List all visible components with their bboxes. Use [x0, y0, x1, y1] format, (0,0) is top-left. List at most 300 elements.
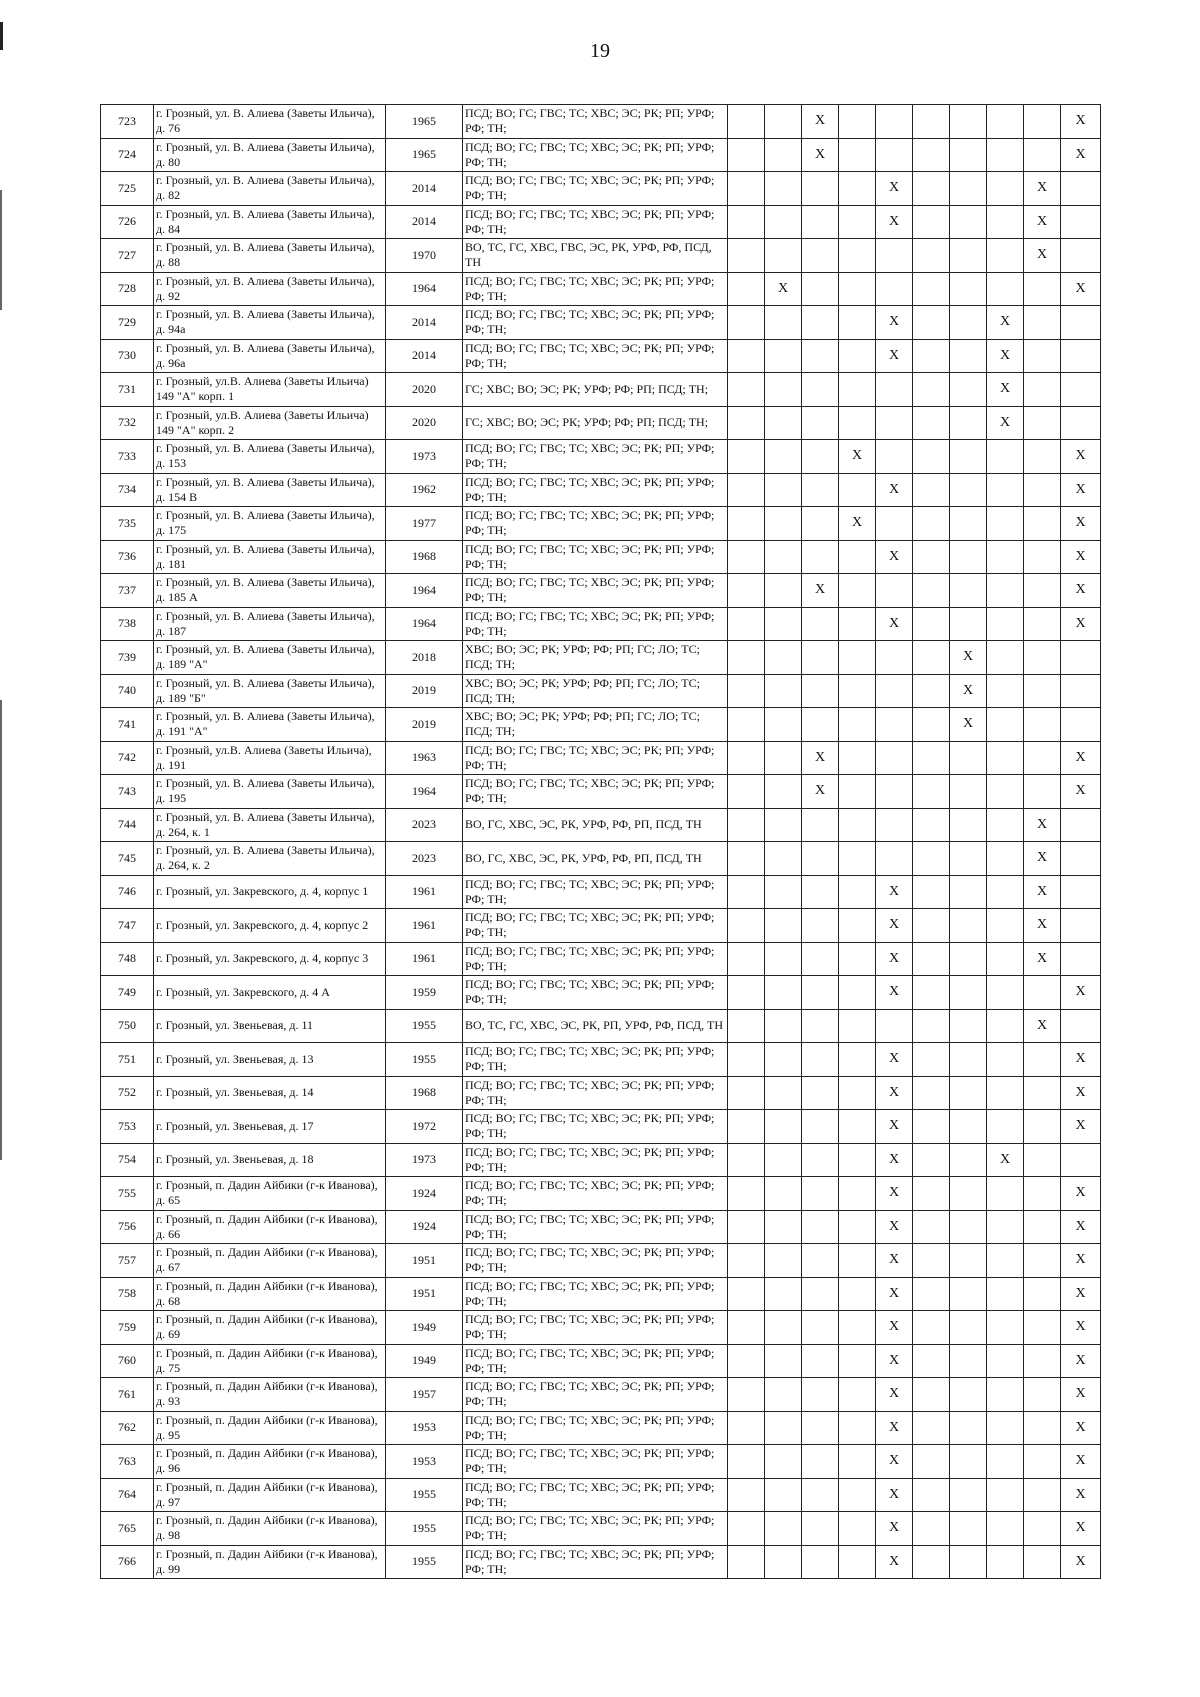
row-address: г. Грозный, ул. В. Алиева (Заветы Ильича), д. 96а [154, 339, 386, 373]
row-mark-cell [802, 875, 839, 909]
row-mark-cell [913, 172, 950, 206]
row-mark-cell [950, 1445, 987, 1479]
row-mark-cell [728, 440, 765, 474]
row-works: ПСД; ВО; ГС; ГВС; ТС; ХВС; ЭС; РК; РП; УРФ; РФ; ТН; [463, 1545, 728, 1579]
row-mark-cell [950, 909, 987, 943]
row-mark-cell [728, 540, 765, 574]
row-mark-cell [765, 842, 802, 876]
row-mark-cell: X [1024, 205, 1061, 239]
row-mark-cell [913, 808, 950, 842]
row-mark-cell [728, 1311, 765, 1345]
row-mark-cell: X [876, 1076, 913, 1110]
row-mark-cell [987, 1344, 1024, 1378]
row-mark-cell [728, 138, 765, 172]
row-mark-cell [765, 1143, 802, 1177]
row-mark-cell [765, 205, 802, 239]
row-mark-cell [1024, 373, 1061, 407]
row-address: г. Грозный, ул. Закревского, д. 4, корпус 2 [154, 909, 386, 943]
row-mark-cell [1024, 339, 1061, 373]
row-mark-cell [987, 473, 1024, 507]
row-mark-cell: X [1061, 540, 1101, 574]
row-mark-cell [802, 440, 839, 474]
row-mark-cell: X [1061, 1411, 1101, 1445]
row-mark-cell [1024, 976, 1061, 1010]
row-year: 1957 [386, 1378, 463, 1412]
row-mark-cell [765, 641, 802, 675]
row-mark-cell [876, 373, 913, 407]
table-row [101, 1244, 1101, 1278]
row-number: 747 [101, 909, 154, 943]
row-mark-cell [1024, 272, 1061, 306]
row-mark-cell [839, 1009, 876, 1043]
row-mark-cell: X [1061, 1545, 1101, 1579]
row-mark-cell [839, 1411, 876, 1445]
row-mark-cell: X [1061, 1076, 1101, 1110]
row-mark-cell [765, 440, 802, 474]
row-mark-cell [987, 1478, 1024, 1512]
row-address: г. Грозный, п. Дадин Айбики (г-к Иванова), д. 66 [154, 1210, 386, 1244]
table-row [101, 1210, 1101, 1244]
row-mark-cell: X [802, 741, 839, 775]
row-works: ПСД; ВО; ГС; ГВС; ТС; ХВС; ЭС; РК; РП; УРФ; РФ; ТН; [463, 942, 728, 976]
row-mark-cell: X [876, 1244, 913, 1278]
row-mark-cell [839, 875, 876, 909]
row-year: 1962 [386, 473, 463, 507]
row-mark-cell [839, 1445, 876, 1479]
table-row [101, 1043, 1101, 1077]
table-row [101, 1512, 1101, 1546]
row-mark-cell: X [1061, 1344, 1101, 1378]
row-mark-cell [950, 1478, 987, 1512]
row-address: г. Грозный, ул. В. Алиева (Заветы Ильича), д. 181 [154, 540, 386, 574]
row-number: 766 [101, 1545, 154, 1579]
table-row [101, 406, 1101, 440]
row-mark-cell [765, 607, 802, 641]
row-address: г. Грозный, ул. Звеньевая, д. 14 [154, 1076, 386, 1110]
row-mark-cell: X [876, 172, 913, 206]
row-number: 725 [101, 172, 154, 206]
row-address: г. Грозный, ул. В. Алиева (Заветы Ильича), д. 191 "А" [154, 708, 386, 742]
row-mark-cell [765, 808, 802, 842]
row-mark-cell [765, 105, 802, 139]
row-mark-cell [728, 942, 765, 976]
row-mark-cell: X [876, 909, 913, 943]
table-row [101, 272, 1101, 306]
row-mark-cell [1024, 1378, 1061, 1412]
row-mark-cell [913, 574, 950, 608]
row-mark-cell [802, 1110, 839, 1144]
row-year: 1955 [386, 1009, 463, 1043]
row-mark-cell [913, 507, 950, 541]
row-address: г. Грозный, ул. В. Алиева (Заветы Ильича), д. 88 [154, 239, 386, 273]
row-mark-cell: X [1024, 808, 1061, 842]
row-works: ПСД; ВО; ГС; ГВС; ТС; ХВС; ЭС; РК; РП; УРФ; РФ; ТН; [463, 1143, 728, 1177]
row-year: 1959 [386, 976, 463, 1010]
row-number: 724 [101, 138, 154, 172]
row-mark-cell: X [987, 1143, 1024, 1177]
row-mark-cell [950, 406, 987, 440]
row-works: ПСД; ВО; ГС; ГВС; ТС; ХВС; ЭС; РК; РП; УРФ; РФ; ТН; [463, 138, 728, 172]
row-mark-cell [913, 272, 950, 306]
row-mark-cell [765, 708, 802, 742]
row-mark-cell [1061, 909, 1101, 943]
row-address: г. Грозный, ул. Звеньевая, д. 18 [154, 1143, 386, 1177]
row-mark-cell [876, 440, 913, 474]
row-mark-cell [913, 842, 950, 876]
row-address: г. Грозный, ул. В. Алиева (Заветы Ильича), д. 80 [154, 138, 386, 172]
row-mark-cell [839, 1210, 876, 1244]
row-year: 1965 [386, 138, 463, 172]
page-number: 19 [590, 40, 610, 62]
row-mark-cell [728, 708, 765, 742]
table-row [101, 373, 1101, 407]
table-row [101, 976, 1101, 1010]
row-mark-cell [950, 1143, 987, 1177]
row-year: 2020 [386, 406, 463, 440]
row-mark-cell [987, 540, 1024, 574]
row-works: ПСД; ВО; ГС; ГВС; ТС; ХВС; ЭС; РК; РП; УРФ; РФ; ТН; [463, 775, 728, 809]
row-mark-cell [839, 306, 876, 340]
row-year: 1965 [386, 105, 463, 139]
row-mark-cell [728, 909, 765, 943]
row-mark-cell [987, 976, 1024, 1010]
row-works: ПСД; ВО; ГС; ГВС; ТС; ХВС; ЭС; РК; РП; УРФ; РФ; ТН; [463, 741, 728, 775]
row-mark-cell [802, 473, 839, 507]
table-row [101, 205, 1101, 239]
row-mark-cell [1024, 1277, 1061, 1311]
row-year: 1961 [386, 875, 463, 909]
table-row [101, 708, 1101, 742]
row-address: г. Грозный, ул. В. Алиева (Заветы Ильича), д. 76 [154, 105, 386, 139]
row-mark-cell [950, 373, 987, 407]
row-address: г. Грозный, ул.В. Алиева (Заветы Ильича), д. 191 [154, 741, 386, 775]
row-mark-cell [913, 440, 950, 474]
row-mark-cell [839, 1076, 876, 1110]
table-row [101, 875, 1101, 909]
row-mark-cell [839, 909, 876, 943]
row-mark-cell [913, 138, 950, 172]
row-mark-cell [1061, 808, 1101, 842]
row-year: 2014 [386, 172, 463, 206]
row-number: 751 [101, 1043, 154, 1077]
row-mark-cell [913, 976, 950, 1010]
row-works: ПСД; ВО; ГС; ГВС; ТС; ХВС; ЭС; РК; РП; УРФ; РФ; ТН; [463, 339, 728, 373]
row-mark-cell [728, 1043, 765, 1077]
row-mark-cell [765, 1378, 802, 1412]
row-mark-cell [950, 138, 987, 172]
row-mark-cell [802, 976, 839, 1010]
row-mark-cell: X [1024, 172, 1061, 206]
row-mark-cell [913, 1378, 950, 1412]
row-works: ПСД; ВО; ГС; ГВС; ТС; ХВС; ЭС; РК; РП; УРФ; РФ; ТН; [463, 540, 728, 574]
row-mark-cell [728, 1344, 765, 1378]
row-mark-cell [728, 1210, 765, 1244]
row-mark-cell [765, 1043, 802, 1077]
row-mark-cell [1061, 942, 1101, 976]
row-mark-cell [839, 1311, 876, 1345]
row-mark-cell [839, 1378, 876, 1412]
row-address: г. Грозный, п. Дадин Айбики (г-к Иванова), д. 95 [154, 1411, 386, 1445]
row-year: 2014 [386, 306, 463, 340]
row-mark-cell [802, 607, 839, 641]
row-mark-cell [765, 741, 802, 775]
row-mark-cell: X [876, 1210, 913, 1244]
table-row [101, 473, 1101, 507]
table-row [101, 1143, 1101, 1177]
row-mark-cell [728, 1110, 765, 1144]
row-mark-cell [913, 1009, 950, 1043]
row-address: г. Грозный, ул. Закревского, д. 4, корпус 1 [154, 875, 386, 909]
row-mark-cell [765, 1311, 802, 1345]
row-number: 723 [101, 105, 154, 139]
row-mark-cell [950, 1009, 987, 1043]
row-address: г. Грозный, ул. В. Алиева (Заветы Ильича), д. 175 [154, 507, 386, 541]
row-mark-cell [913, 1344, 950, 1378]
row-mark-cell [839, 607, 876, 641]
row-mark-cell [839, 1244, 876, 1278]
row-number: 745 [101, 842, 154, 876]
row-mark-cell [802, 808, 839, 842]
row-mark-cell: X [1024, 909, 1061, 943]
row-works: ВО, ТС, ГС, ХВС, ЭС, РК, РП, УРФ, РФ, ПСД, ТН [463, 1009, 728, 1043]
row-number: 744 [101, 808, 154, 842]
row-mark-cell: X [876, 1110, 913, 1144]
row-mark-cell [913, 1143, 950, 1177]
row-mark-cell [728, 1478, 765, 1512]
row-mark-cell [728, 808, 765, 842]
row-mark-cell [765, 976, 802, 1010]
row-address: г. Грозный, ул. Звеньевая, д. 11 [154, 1009, 386, 1043]
row-address: г. Грозный, п. Дадин Айбики (г-к Иванова), д. 96 [154, 1445, 386, 1479]
row-mark-cell [1024, 1244, 1061, 1278]
row-year: 1972 [386, 1110, 463, 1144]
row-mark-cell [913, 909, 950, 943]
row-mark-cell: X [1061, 1311, 1101, 1345]
row-number: 743 [101, 775, 154, 809]
table-row [101, 339, 1101, 373]
row-mark-cell: X [876, 1311, 913, 1345]
row-works: ПСД; ВО; ГС; ГВС; ТС; ХВС; ЭС; РК; РП; УРФ; РФ; ТН; [463, 909, 728, 943]
row-mark-cell [876, 406, 913, 440]
row-mark-cell [950, 1110, 987, 1144]
row-mark-cell [728, 105, 765, 139]
row-mark-cell [987, 1244, 1024, 1278]
row-address: г. Грозный, ул. В. Алиева (Заветы Ильича), д. 154 В [154, 473, 386, 507]
row-mark-cell [987, 1009, 1024, 1043]
row-mark-cell [987, 138, 1024, 172]
row-mark-cell: X [1061, 1110, 1101, 1144]
row-mark-cell: X [1061, 1512, 1101, 1546]
row-mark-cell: X [1024, 239, 1061, 273]
row-mark-cell [802, 540, 839, 574]
row-mark-cell [765, 507, 802, 541]
row-mark-cell [950, 473, 987, 507]
row-mark-cell [765, 339, 802, 373]
table-row [101, 1344, 1101, 1378]
row-works: ПСД; ВО; ГС; ГВС; ТС; ХВС; ЭС; РК; РП; УРФ; РФ; ТН; [463, 1378, 728, 1412]
row-year: 2019 [386, 674, 463, 708]
row-mark-cell [913, 708, 950, 742]
row-mark-cell [913, 1277, 950, 1311]
row-works: ПСД; ВО; ГС; ГВС; ТС; ХВС; ЭС; РК; РП; УРФ; РФ; ТН; [463, 607, 728, 641]
table-row [101, 440, 1101, 474]
row-mark-cell [913, 205, 950, 239]
row-mark-cell [765, 1411, 802, 1445]
row-mark-cell [728, 272, 765, 306]
row-address: г. Грозный, ул. В. Алиева (Заветы Ильича), д. 82 [154, 172, 386, 206]
row-address: г. Грозный, п. Дадин Айбики (г-к Иванова), д. 93 [154, 1378, 386, 1412]
row-mark-cell [1024, 1043, 1061, 1077]
row-mark-cell [765, 1110, 802, 1144]
row-number: 748 [101, 942, 154, 976]
row-mark-cell [728, 1378, 765, 1412]
row-mark-cell: X [950, 674, 987, 708]
row-works: ВО, ТС, ГС, ХВС, ГВС, ЭС, РК, УРФ, РФ, ПСД, ТН [463, 239, 728, 273]
row-mark-cell [1061, 1009, 1101, 1043]
row-number: 734 [101, 473, 154, 507]
row-mark-cell [728, 574, 765, 608]
row-mark-cell [728, 1512, 765, 1546]
row-mark-cell [802, 339, 839, 373]
row-mark-cell: X [1061, 741, 1101, 775]
row-mark-cell [802, 1378, 839, 1412]
row-mark-cell: X [1024, 842, 1061, 876]
row-mark-cell [839, 1277, 876, 1311]
table-row [101, 1445, 1101, 1479]
row-mark-cell [802, 306, 839, 340]
row-mark-cell [987, 708, 1024, 742]
row-mark-cell [1061, 1143, 1101, 1177]
row-mark-cell [987, 1512, 1024, 1546]
row-mark-cell [1024, 1076, 1061, 1110]
table-row [101, 909, 1101, 943]
row-mark-cell [802, 1411, 839, 1445]
row-mark-cell: X [987, 339, 1024, 373]
row-number: 737 [101, 574, 154, 608]
row-mark-cell [913, 875, 950, 909]
row-works: ПСД; ВО; ГС; ГВС; ТС; ХВС; ЭС; РК; РП; УРФ; РФ; ТН; [463, 473, 728, 507]
row-mark-cell [728, 842, 765, 876]
row-mark-cell: X [1061, 574, 1101, 608]
row-mark-cell [913, 1545, 950, 1579]
row-mark-cell [987, 674, 1024, 708]
row-mark-cell [728, 1545, 765, 1579]
row-works: ПСД; ВО; ГС; ГВС; ТС; ХВС; ЭС; РК; РП; УРФ; РФ; ТН; [463, 1210, 728, 1244]
row-works: ПСД; ВО; ГС; ГВС; ТС; ХВС; ЭС; РК; РП; УРФ; РФ; ТН; [463, 1445, 728, 1479]
row-mark-cell [1061, 406, 1101, 440]
row-address: г. Грозный, ул. Закревского, д. 4 А [154, 976, 386, 1010]
row-mark-cell: X [876, 1277, 913, 1311]
row-mark-cell [765, 473, 802, 507]
row-number: 752 [101, 1076, 154, 1110]
row-mark-cell [987, 741, 1024, 775]
row-mark-cell [802, 1277, 839, 1311]
row-mark-cell [728, 1445, 765, 1479]
row-mark-cell [802, 205, 839, 239]
row-number: 755 [101, 1177, 154, 1211]
row-mark-cell: X [1024, 1009, 1061, 1043]
row-works: ПСД; ВО; ГС; ГВС; ТС; ХВС; ЭС; РК; РП; УРФ; РФ; ТН; [463, 1344, 728, 1378]
row-mark-cell [987, 1311, 1024, 1345]
row-mark-cell: X [876, 205, 913, 239]
table-row [101, 540, 1101, 574]
row-number: 741 [101, 708, 154, 742]
row-mark-cell [876, 507, 913, 541]
row-mark-cell [987, 909, 1024, 943]
row-works: ПСД; ВО; ГС; ГВС; ТС; ХВС; ЭС; РК; РП; УРФ; РФ; ТН; [463, 1043, 728, 1077]
row-mark-cell [913, 1311, 950, 1345]
row-mark-cell: X [876, 1177, 913, 1211]
row-mark-cell [1024, 540, 1061, 574]
row-mark-cell: X [1061, 272, 1101, 306]
row-mark-cell [1024, 1177, 1061, 1211]
row-address: г. Грозный, ул. В. Алиева (Заветы Ильича), д. 187 [154, 607, 386, 641]
row-number: 758 [101, 1277, 154, 1311]
row-mark-cell [1024, 440, 1061, 474]
row-mark-cell [950, 1512, 987, 1546]
row-mark-cell [987, 607, 1024, 641]
row-address: г. Грозный, ул. В. Алиева (Заветы Ильича), д. 92 [154, 272, 386, 306]
row-mark-cell: X [1061, 1210, 1101, 1244]
row-mark-cell: X [1061, 1244, 1101, 1278]
row-year: 1961 [386, 942, 463, 976]
row-mark-cell [802, 239, 839, 273]
row-mark-cell [839, 339, 876, 373]
row-year: 1973 [386, 440, 463, 474]
row-mark-cell [913, 1110, 950, 1144]
row-mark-cell [802, 1244, 839, 1278]
table-row [101, 239, 1101, 273]
row-mark-cell [913, 741, 950, 775]
row-year: 2014 [386, 205, 463, 239]
row-mark-cell [839, 239, 876, 273]
row-mark-cell [950, 507, 987, 541]
row-mark-cell: X [1061, 105, 1101, 139]
row-mark-cell [765, 1244, 802, 1278]
row-mark-cell [950, 1210, 987, 1244]
table-body [101, 105, 1101, 1579]
row-mark-cell [765, 306, 802, 340]
row-year: 1955 [386, 1043, 463, 1077]
row-year: 1964 [386, 574, 463, 608]
row-works: ПСД; ВО; ГС; ГВС; ТС; ХВС; ЭС; РК; РП; УРФ; РФ; ТН; [463, 272, 728, 306]
row-mark-cell [802, 942, 839, 976]
row-mark-cell [765, 1344, 802, 1378]
row-mark-cell [802, 842, 839, 876]
row-mark-cell [913, 540, 950, 574]
row-year: 2023 [386, 808, 463, 842]
row-year: 2020 [386, 373, 463, 407]
row-mark-cell [765, 909, 802, 943]
row-mark-cell: X [876, 339, 913, 373]
row-works: ПСД; ВО; ГС; ГВС; ТС; ХВС; ЭС; РК; РП; УРФ; РФ; ТН; [463, 1110, 728, 1144]
row-works: ПСД; ВО; ГС; ГВС; ТС; ХВС; ЭС; РК; РП; УРФ; РФ; ТН; [463, 172, 728, 206]
row-mark-cell [913, 373, 950, 407]
row-mark-cell [839, 272, 876, 306]
row-mark-cell [728, 1177, 765, 1211]
row-number: 750 [101, 1009, 154, 1043]
row-year: 1973 [386, 1143, 463, 1177]
row-mark-cell [765, 1277, 802, 1311]
row-mark-cell: X [1061, 138, 1101, 172]
row-works: ПСД; ВО; ГС; ГВС; ТС; ХВС; ЭС; РК; РП; УРФ; РФ; ТН; [463, 1311, 728, 1345]
row-mark-cell [802, 1545, 839, 1579]
row-mark-cell [913, 1244, 950, 1278]
row-mark-cell [987, 1411, 1024, 1445]
row-mark-cell [765, 1512, 802, 1546]
row-mark-cell [839, 741, 876, 775]
row-mark-cell: X [876, 1445, 913, 1479]
